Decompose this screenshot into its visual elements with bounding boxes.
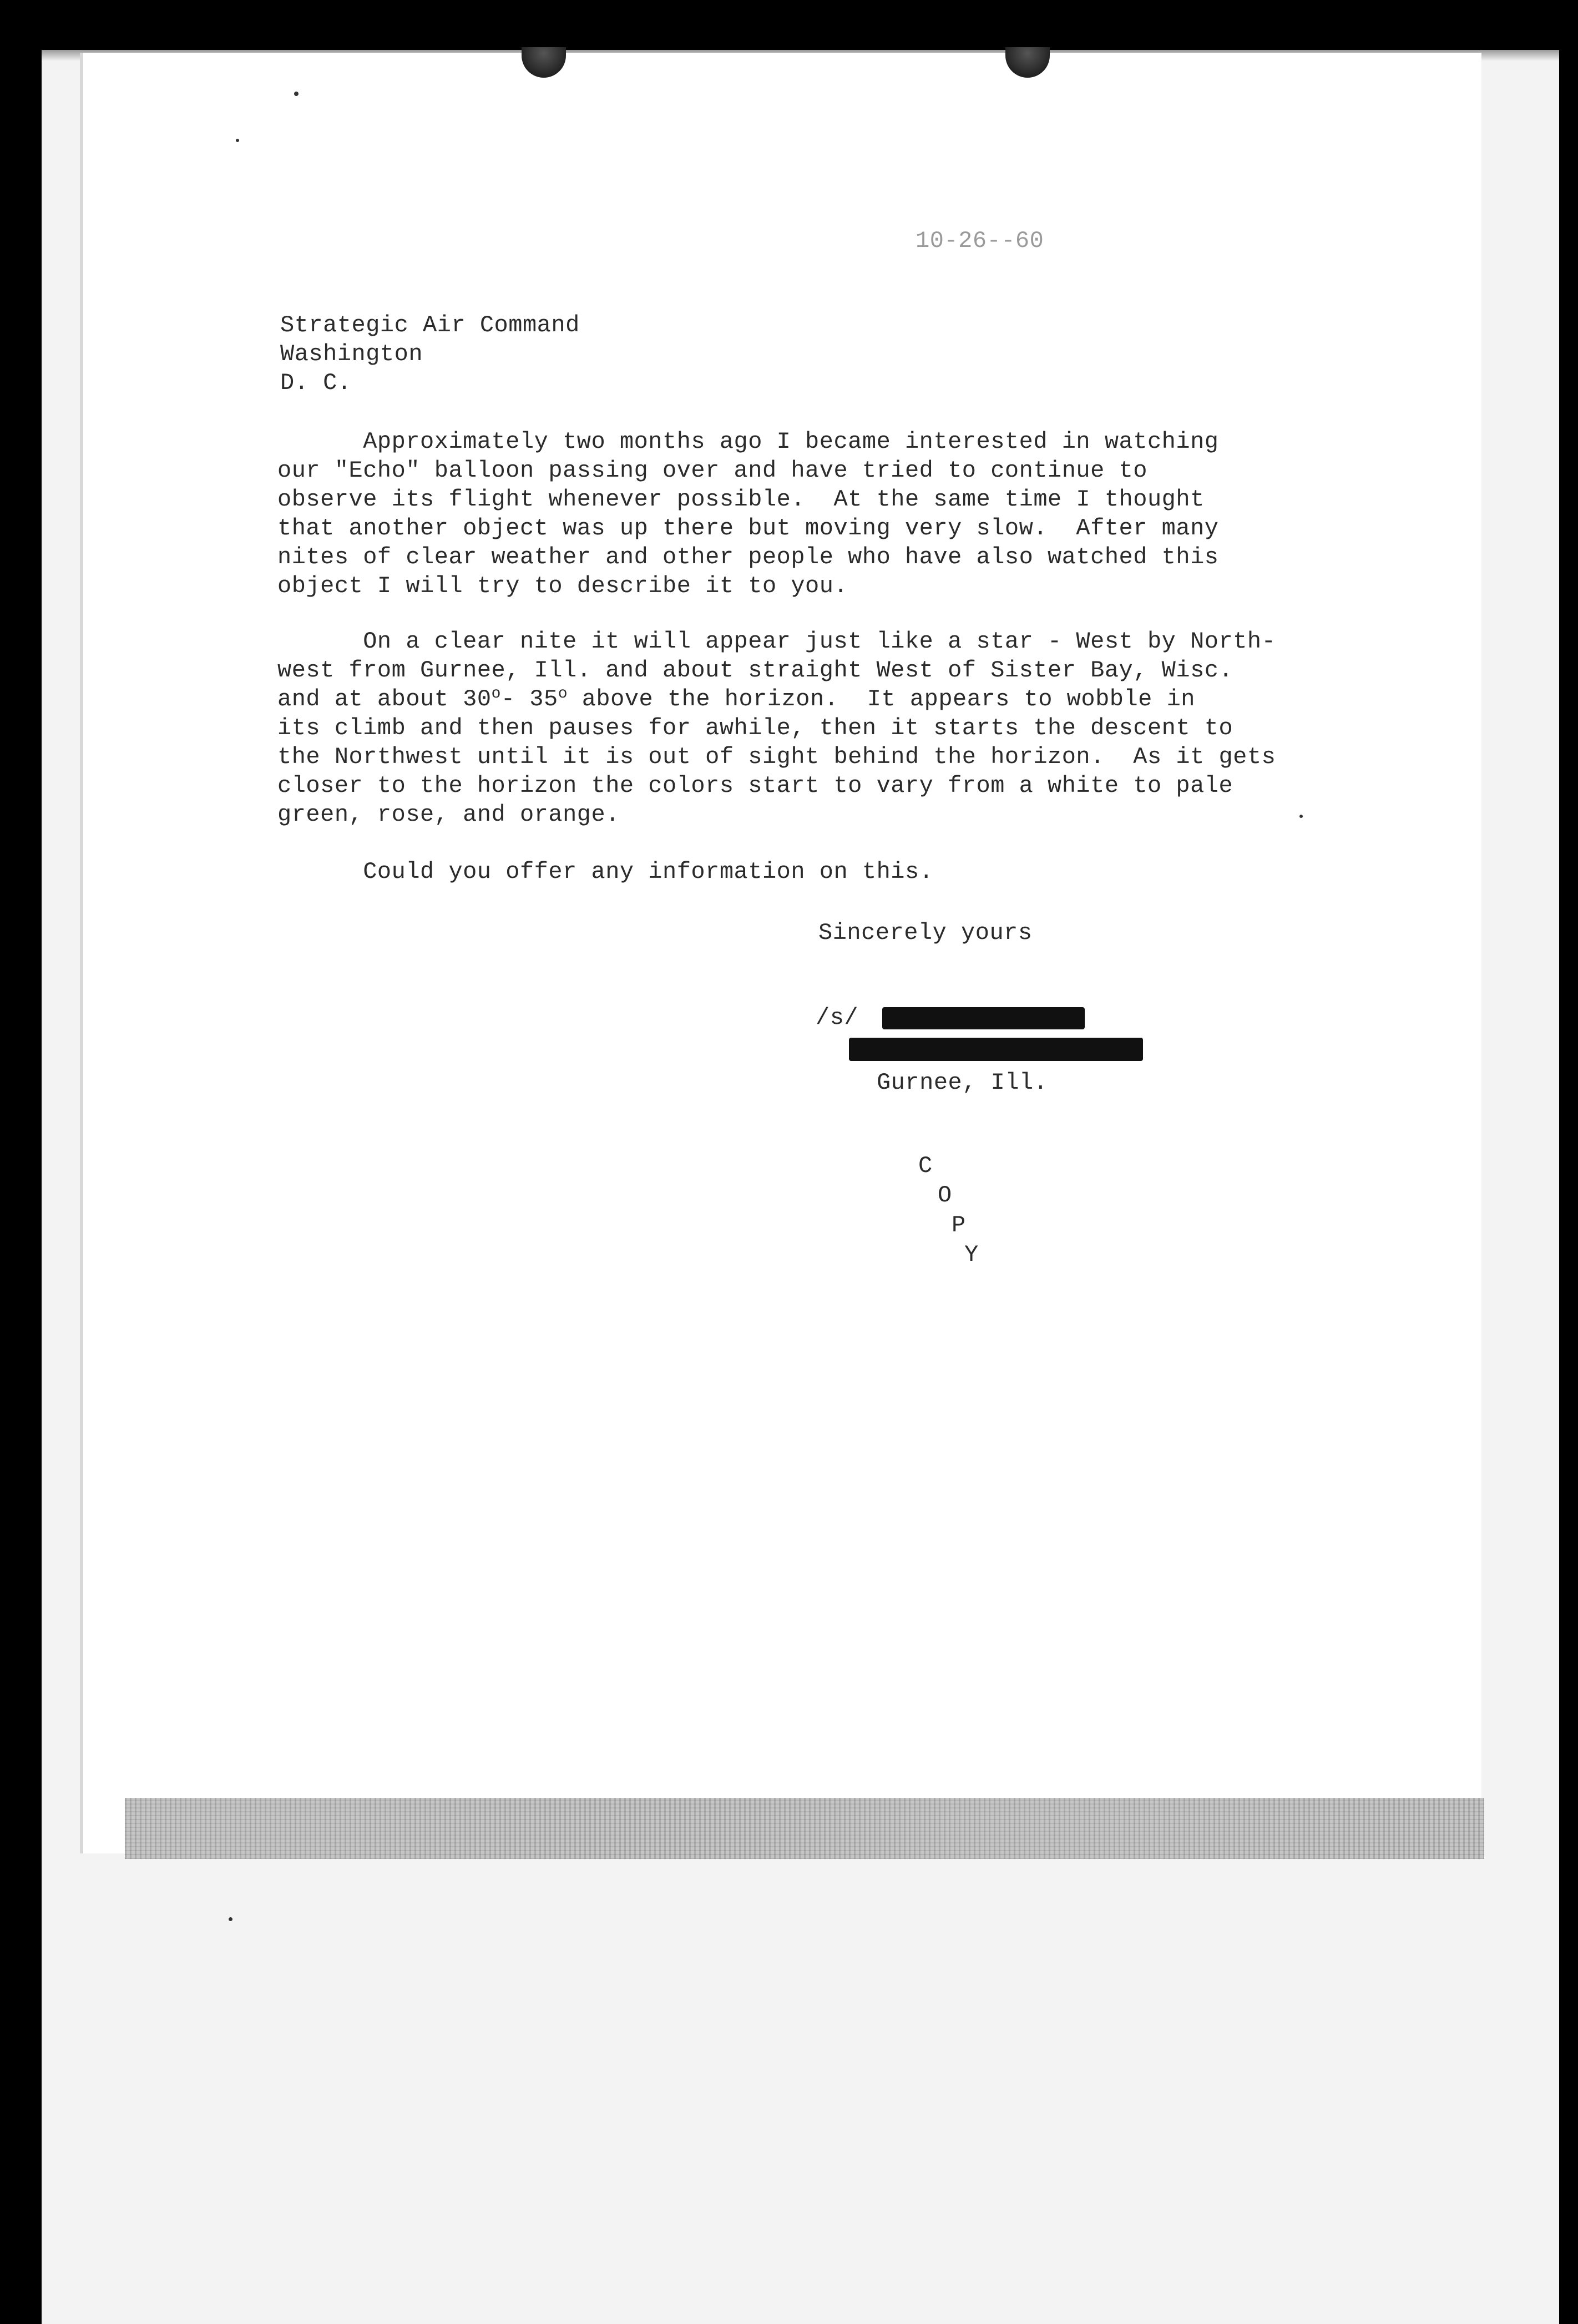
- paragraph-1-line: our "Echo" balloon passing over and have tried to continue to: [277, 457, 1147, 484]
- paragraph-2-text: above the horizon. It appears to wobble in: [568, 686, 1195, 713]
- recipient-line-3: D. C.: [280, 370, 352, 396]
- paragraph-1: [277, 427, 1218, 600]
- recipient-line-2: Washington: [280, 341, 423, 367]
- signature-prefix: /s/: [816, 1004, 859, 1031]
- copy-stamp-letter: Y: [964, 1241, 979, 1268]
- degree-mark: o: [558, 685, 568, 703]
- copy-stamp-letter: P: [952, 1212, 966, 1239]
- recipient-address: [280, 311, 580, 397]
- copy-stamp-letter: O: [938, 1182, 952, 1209]
- paragraph-2: [277, 627, 1276, 829]
- paragraph-1-line: Approximately two months ago I became interested in watching: [277, 428, 1219, 455]
- redaction-bar-name: [882, 1007, 1085, 1029]
- paragraph-2-line: [277, 686, 1195, 713]
- paragraph-2-line: west from Gurnee, Ill. and about straight West of Sister Bay, Wisc.: [277, 657, 1233, 684]
- paragraph-2-line: the Northwest until it is out of sight behind the horizon. As it gets: [277, 744, 1276, 770]
- degree-mark: o: [491, 685, 501, 703]
- paragraph-3: Could you offer any information on this.: [277, 858, 934, 885]
- redaction-bar-address: [849, 1038, 1143, 1061]
- dust-speck: [294, 92, 299, 96]
- closing-salutation: Sincerely yours: [818, 920, 1033, 946]
- paragraph-2-line: its climb and then pauses for awhile, then it starts the descent to: [277, 715, 1233, 741]
- copy-stamp-letter: C: [918, 1153, 933, 1179]
- paragraph-2-text: and at about 30: [277, 686, 492, 713]
- paragraph-2-line: On a clear nite it will appear just like a star - West by North-: [277, 628, 1276, 655]
- paragraph-1-line: object I will try to describe it to you.: [277, 573, 848, 599]
- recipient-line-1: Strategic Air Command: [280, 312, 580, 339]
- paragraph-1-line: nites of clear weather and other people who have also watched this: [277, 544, 1219, 570]
- dust-speck: [229, 1917, 232, 1921]
- paragraph-1-line: that another object was up there but moving very slow. After many: [277, 515, 1219, 542]
- dust-speck: [1299, 815, 1303, 818]
- letter-date: 10-26--60: [916, 228, 1044, 254]
- dust-speck: [236, 139, 239, 142]
- paragraph-2-text: - 35: [500, 686, 558, 713]
- signature-place: Gurnee, Ill.: [877, 1069, 1048, 1096]
- paragraph-1-line: observe its flight whenever possible. At the same time I thought: [277, 486, 1205, 513]
- paragraph-2-line: green, rose, and orange.: [277, 801, 620, 828]
- paragraph-2-line: closer to the horizon the colors start to vary from a white to pale: [277, 772, 1233, 799]
- page-bottom-shadow-band: [125, 1798, 1484, 1859]
